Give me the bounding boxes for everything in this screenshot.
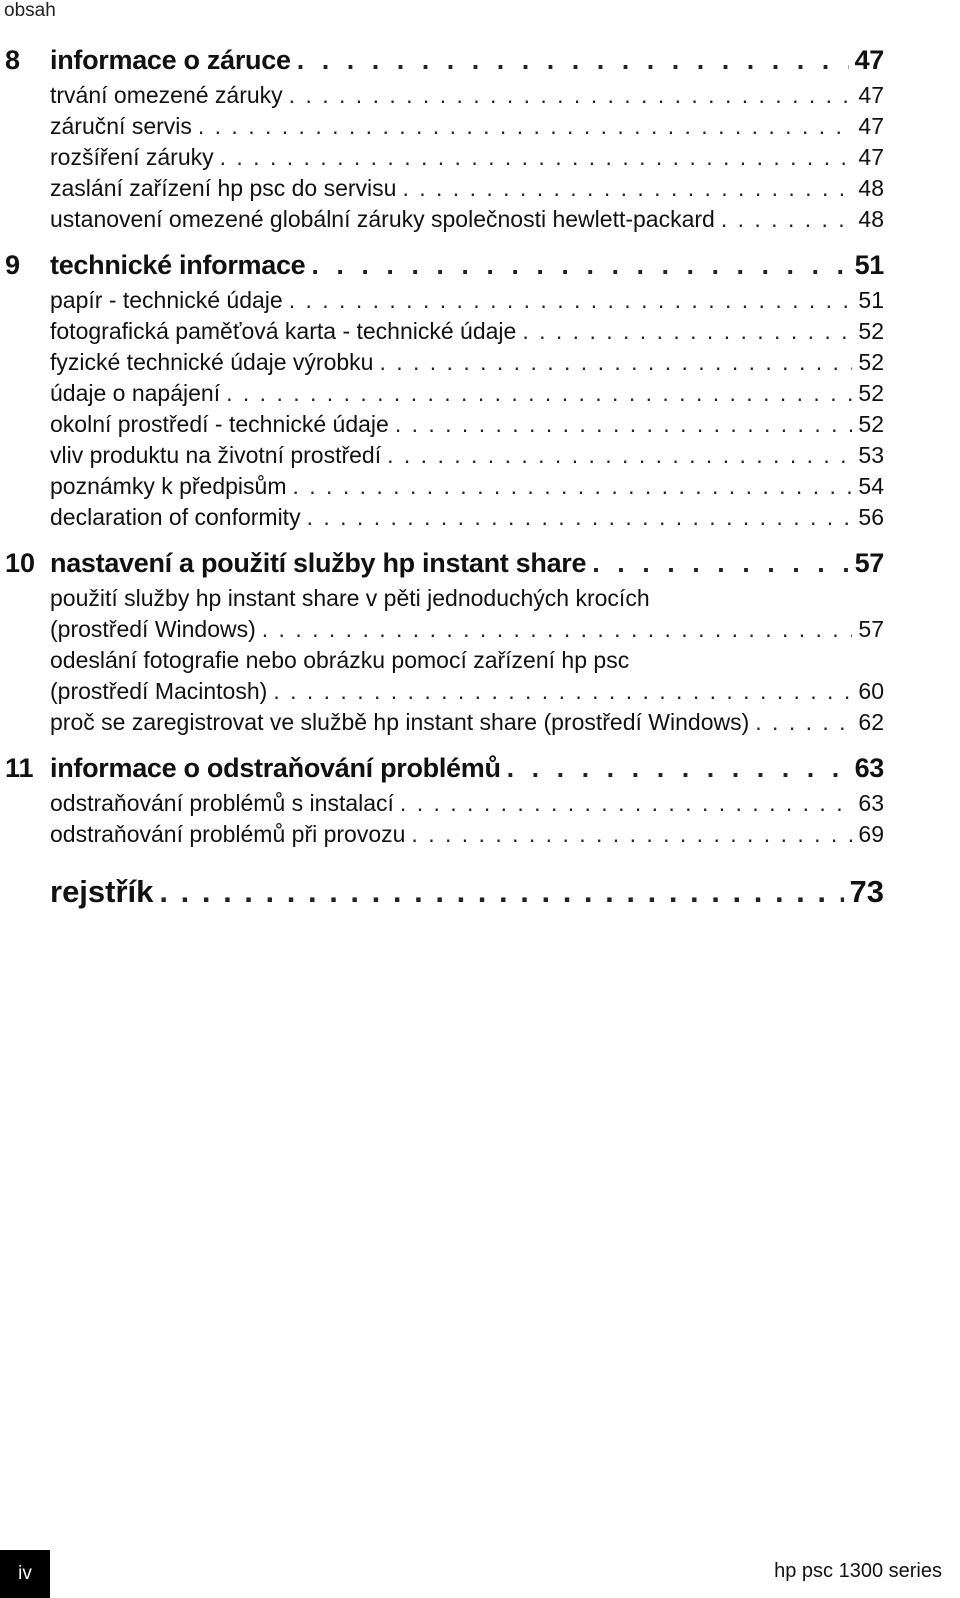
index-title: rejstřík <box>50 874 154 909</box>
toc-entry[interactable] <box>50 173 884 204</box>
page-number: iv <box>18 1563 32 1584</box>
toc-entry[interactable] <box>50 614 884 645</box>
entry-title: proč se zaregistrovat ve službě hp instant share (prostředí Windows) <box>50 709 750 735</box>
entry-title: fyzické technické údaje výrobku <box>50 349 374 375</box>
toc-entry[interactable] <box>50 142 884 173</box>
entry-page: 51 <box>858 287 884 313</box>
toc-entry[interactable] <box>50 111 884 142</box>
dot-leader <box>273 676 852 707</box>
entry-page: 53 <box>858 442 884 468</box>
entry-page: 47 <box>858 82 884 108</box>
dot-leader <box>411 819 852 850</box>
toc-entry[interactable] <box>50 80 884 111</box>
chapter-title-row[interactable] <box>50 40 884 80</box>
toc-entry[interactable] <box>50 285 884 316</box>
toc-entry[interactable] <box>50 676 884 707</box>
toc-entry-line1[interactable] <box>50 645 884 676</box>
chapter-title-row[interactable] <box>50 543 884 583</box>
entry-page: 47 <box>858 144 884 170</box>
dot-leader <box>402 173 852 204</box>
index-row[interactable] <box>50 866 884 918</box>
dot-leader <box>311 245 848 285</box>
chapter-number: 10 <box>5 548 36 578</box>
dot-leader <box>592 543 848 583</box>
entry-title: fotografická paměťová karta - technické údaje <box>50 318 517 344</box>
dot-leader <box>395 409 853 440</box>
toc-entry[interactable] <box>50 471 884 502</box>
dot-leader <box>293 471 853 502</box>
toc-entry-line1[interactable] <box>50 583 884 614</box>
dot-leader <box>522 316 852 347</box>
toc-entry[interactable] <box>50 502 884 533</box>
chapter-title: nastavení a použití služby hp instant share <box>50 548 587 578</box>
entry-title-line1: použití služby hp instant share v pěti jednoduchých krocích <box>50 585 650 611</box>
entry-page: 60 <box>858 678 884 704</box>
entry-page: 56 <box>858 504 884 530</box>
toc-entry[interactable] <box>50 440 884 471</box>
chapter-page: 47 <box>854 45 884 75</box>
dot-leader <box>262 614 853 645</box>
entry-page: 52 <box>858 380 884 406</box>
entry-page: 47 <box>858 113 884 139</box>
toc-entry[interactable] <box>50 316 884 347</box>
entry-page: 52 <box>858 411 884 437</box>
dot-leader <box>755 707 852 738</box>
dot-leader <box>307 502 853 533</box>
index-section <box>0 866 960 918</box>
dot-leader <box>198 111 853 142</box>
chapter-page: 57 <box>854 548 884 578</box>
chapter-title-row[interactable] <box>50 748 884 788</box>
entry-title: zaslání zařízení hp psc do servisu <box>50 175 397 201</box>
product-name: hp psc 1300 series <box>774 1560 942 1582</box>
dot-leader <box>226 378 852 409</box>
dot-leader <box>159 866 843 918</box>
entry-page: 48 <box>858 206 884 232</box>
chapter-title: technické informace <box>50 250 306 280</box>
chapter-8 <box>0 40 960 235</box>
chapter-title: informace o záruce <box>50 45 291 75</box>
page-number-tab <box>0 1550 50 1598</box>
index-page: 73 <box>849 874 884 909</box>
dot-leader <box>297 40 849 80</box>
entry-title: vliv produktu na životní prostředí <box>50 442 382 468</box>
dot-leader <box>289 80 853 111</box>
dot-leader <box>507 748 849 788</box>
entry-page: 69 <box>858 821 884 847</box>
chapter-number: 11 <box>5 753 34 783</box>
toc-entry[interactable] <box>50 347 884 378</box>
toc-entry[interactable] <box>50 707 884 738</box>
table-of-contents <box>0 40 960 918</box>
entry-page: 54 <box>858 473 884 499</box>
chapter-page: 51 <box>854 250 884 280</box>
entry-title: odstraňování problémů s instalací <box>50 790 394 816</box>
entry-page: 48 <box>858 175 884 201</box>
dot-leader <box>400 788 852 819</box>
toc-entry[interactable] <box>50 378 884 409</box>
entry-title: údaje o napájení <box>50 380 221 406</box>
entry-page: 62 <box>858 709 884 735</box>
entry-title: trvání omezené záruky <box>50 82 283 108</box>
running-header: obsah <box>4 0 56 21</box>
entry-page: 52 <box>858 318 884 344</box>
entry-title: papír - technické údaje <box>50 287 283 313</box>
entry-page: 52 <box>858 349 884 375</box>
entry-title: záruční servis <box>50 113 192 139</box>
entry-page: 57 <box>858 616 884 642</box>
dot-leader <box>379 347 852 378</box>
toc-entry[interactable] <box>50 204 884 235</box>
toc-entry[interactable] <box>50 819 884 850</box>
chapter-11 <box>0 748 960 850</box>
chapter-10 <box>0 543 960 738</box>
chapter-number: 8 <box>5 45 21 75</box>
entry-title: poznámky k předpisům <box>50 473 287 499</box>
entry-title: (prostředí Macintosh) <box>50 678 268 704</box>
entry-page: 63 <box>858 790 884 816</box>
entry-title: ustanovení omezené globální záruky společnosti hewlett-packard <box>50 206 715 232</box>
dot-leader <box>289 285 853 316</box>
toc-entry[interactable] <box>50 788 884 819</box>
entry-title-line1: odeslání fotografie nebo obrázku pomocí zařízení hp psc <box>50 647 630 673</box>
entry-title: rozšíření záruky <box>50 144 214 170</box>
chapter-title: informace o odstraňování problémů <box>50 753 501 783</box>
toc-entry[interactable] <box>50 409 884 440</box>
entry-title: (prostředí Windows) <box>50 616 256 642</box>
dot-leader <box>721 204 853 235</box>
entry-title: okolní prostředí - technické údaje <box>50 411 389 437</box>
chapter-9 <box>0 245 960 533</box>
chapter-page: 63 <box>854 753 884 783</box>
dot-leader <box>387 440 852 471</box>
chapter-title-row[interactable] <box>50 245 884 285</box>
entry-title: declaration of conformity <box>50 504 301 530</box>
entry-title: odstraňování problémů při provozu <box>50 821 406 847</box>
dot-leader <box>220 142 853 173</box>
chapter-number: 9 <box>5 250 21 280</box>
